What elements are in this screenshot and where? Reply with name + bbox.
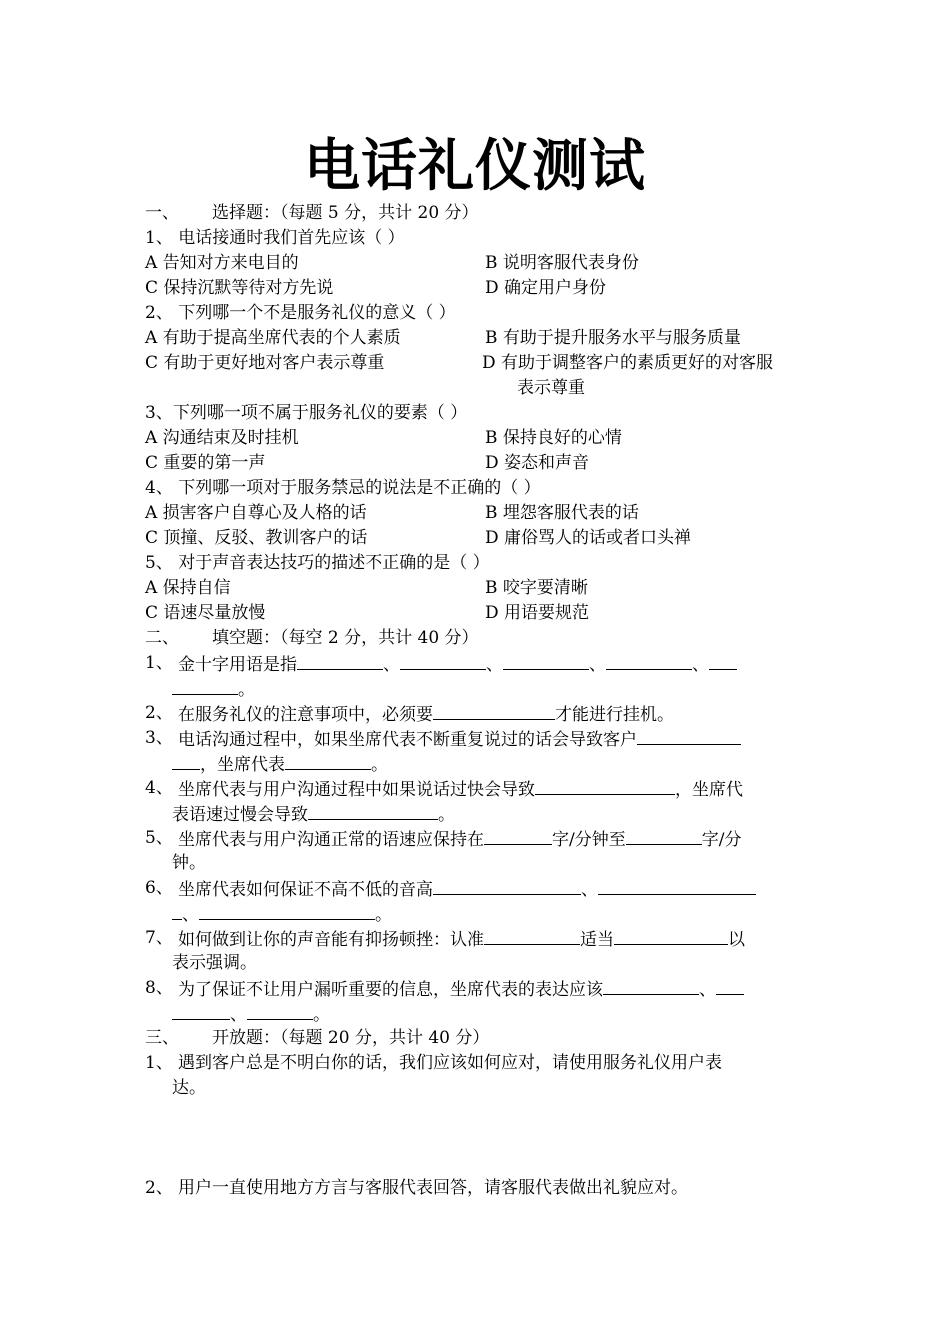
fill-3-text: 电话沟通过程中，如果坐席代表不断重复说过的话会导致客户 xyxy=(178,730,637,750)
fill-1-blank-1[interactable] xyxy=(297,651,383,670)
page-title: 电话礼仪测试 xyxy=(304,133,646,199)
open-1-text: 遇到客户总是不明白你的话，我们应该如何应对，请使用服务礼仪用户表 xyxy=(178,1053,722,1073)
fill-6-blank-1[interactable] xyxy=(433,876,581,895)
fill-6-blank-2[interactable] xyxy=(598,876,756,895)
fill-7-blank-2[interactable] xyxy=(614,926,728,945)
fill-6-text: 坐席代表如何保证不高不低的音高 xyxy=(178,880,433,900)
q3-option-d: D 姿态和声音 xyxy=(485,453,590,473)
fill-2-line xyxy=(178,701,674,727)
fill-1-sep-1: 、 xyxy=(383,655,400,675)
q2-stem: 2、 下列哪一个不是服务礼仪的意义（ ） xyxy=(145,303,456,323)
q2-option-c: C 有助于更好地对客户表示尊重 xyxy=(145,353,385,373)
fill-6-sep-2: 、 xyxy=(182,905,199,925)
section-2-number: 二、 xyxy=(145,628,179,648)
fill-7-cont: 表示强调。 xyxy=(172,953,257,973)
fill-8-text: 为了保证不让用户漏听重要的信息，坐席代表的表达应该 xyxy=(178,980,603,1000)
section-1-number: 一、 xyxy=(145,203,179,223)
fill-3-blank-1[interactable] xyxy=(637,726,741,745)
fill-5-tail: 字/分 xyxy=(701,830,742,850)
fill-1-blank-3[interactable] xyxy=(503,651,589,670)
fill-6-blank-3[interactable] xyxy=(199,901,375,920)
fill-8-cont xyxy=(172,1001,330,1027)
q2-option-d-cont: 表示尊重 xyxy=(517,378,585,398)
fill-6-number: 6、 xyxy=(145,878,173,898)
fill-5-line xyxy=(178,826,741,852)
fill-1-text: 金十字用语是指 xyxy=(178,655,297,675)
fill-6-cont xyxy=(172,901,392,927)
section-3-heading: 开放题：（每题 20 分，共计 40 分） xyxy=(212,1028,490,1048)
fill-8-line xyxy=(178,976,744,1002)
fill-1-number: 1、 xyxy=(145,653,173,673)
fill-3-blank-1-cont[interactable] xyxy=(172,751,200,770)
q4-option-a: A 损害客户自尊心及人格的话 xyxy=(145,503,367,523)
fill-6-line xyxy=(178,876,756,902)
q5-option-c: C 语速尽量放慢 xyxy=(145,603,266,623)
fill-8-blank-3[interactable] xyxy=(247,1001,313,1020)
fill-6-end: 。 xyxy=(375,905,392,925)
fill-7-line xyxy=(178,926,745,952)
fill-1-line xyxy=(178,651,737,677)
fill-1-blank-4[interactable] xyxy=(606,651,692,670)
open-1-number: 1、 xyxy=(145,1053,173,1073)
q3-option-c: C 重要的第一声 xyxy=(145,453,266,473)
open-2-number: 2、 xyxy=(145,1178,173,1198)
section-1-heading: 选择题：（每题 5 分，共计 20 分） xyxy=(212,203,479,223)
q5-option-b: B 咬字要清晰 xyxy=(485,578,588,598)
fill-4-text: 坐席代表与用户沟通过程中如果说话过快会导致 xyxy=(178,780,535,800)
fill-4-cont-text: 表语速过慢会导致 xyxy=(172,805,308,825)
fill-1-sep-4: 、 xyxy=(692,655,709,675)
section-2-heading: 填空题：（每空 2 分，共计 40 分） xyxy=(212,628,479,648)
q5-stem: 5、 对于声音表达技巧的描述不正确的是（ ） xyxy=(145,553,490,573)
fill-8-end: 。 xyxy=(313,1005,330,1025)
fill-8-blank-2[interactable] xyxy=(716,976,744,995)
q4-stem: 4、 下列哪一项对于服务禁忌的说法是不正确的（ ） xyxy=(145,478,541,498)
fill-4-blank-1[interactable] xyxy=(535,776,675,795)
fill-4-number: 4、 xyxy=(145,778,173,798)
q1-option-a: A 告知对方来电目的 xyxy=(145,253,299,273)
fill-1-blank-5[interactable] xyxy=(709,651,737,670)
fill-4-end: 。 xyxy=(438,805,455,825)
fill-5-blank-2[interactable] xyxy=(626,826,702,845)
fill-3-blank-2[interactable] xyxy=(285,751,371,770)
q2-option-b: B 有助于提升服务水平与服务质量 xyxy=(485,328,741,348)
fill-7-number: 7、 xyxy=(145,928,173,948)
fill-7-tail: 以 xyxy=(728,930,745,950)
q5-option-d: D 用语要规范 xyxy=(485,603,590,623)
fill-3-cont xyxy=(172,751,388,777)
fill-6-sep-1: 、 xyxy=(581,880,598,900)
fill-8-sep-2: 、 xyxy=(230,1005,247,1025)
fill-1-sep-2: 、 xyxy=(486,655,503,675)
q1-option-b: B 说明客服代表身份 xyxy=(485,253,639,273)
fill-3-number: 3、 xyxy=(145,728,173,748)
q1-option-d: D 确定用户身份 xyxy=(485,278,607,298)
q4-option-c: C 顶撞、反驳、教训客户的话 xyxy=(145,528,368,548)
fill-1-blank-2[interactable] xyxy=(400,651,486,670)
fill-5-text: 坐席代表与用户沟通正常的语速应保持在 xyxy=(178,830,484,850)
fill-7-text: 如何做到让你的声音能有抑扬顿挫：认准 xyxy=(178,930,484,950)
fill-5-number: 5、 xyxy=(145,828,173,848)
fill-5-blank-1[interactable] xyxy=(484,826,552,845)
open-1-cont: 达。 xyxy=(172,1078,206,1098)
q5-option-a: A 保持自信 xyxy=(145,578,231,598)
q4-option-d: D 庸俗骂人的话或者口头禅 xyxy=(485,528,692,548)
fill-2-number: 2、 xyxy=(145,703,173,723)
q2-option-a: A 有助于提高坐席代表的个人素质 xyxy=(145,328,401,348)
q1-stem: 1、 电话接通时我们首先应该（ ） xyxy=(145,228,405,248)
fill-4-cont xyxy=(172,801,455,827)
fill-6-blank-2-cont[interactable] xyxy=(172,901,182,920)
q3-option-b: B 保持良好的心情 xyxy=(485,428,622,448)
q2-option-d: D 有助于调整客户的素质更好的对客服 xyxy=(482,353,774,373)
fill-2-blank[interactable] xyxy=(433,701,555,720)
fill-8-blank-1[interactable] xyxy=(603,976,699,995)
fill-8-sep-1: 、 xyxy=(699,980,716,1000)
fill-3-line xyxy=(178,726,741,752)
fill-4-line xyxy=(178,776,743,802)
fill-1-end: 。 xyxy=(238,680,255,700)
fill-7-blank-1[interactable] xyxy=(484,926,580,945)
q4-option-b: B 埋怨客服代表的话 xyxy=(485,503,639,523)
q3-option-a: A 沟通结束及时挂机 xyxy=(145,428,299,448)
section-3-number: 三、 xyxy=(145,1028,179,1048)
fill-3-end: 。 xyxy=(371,755,388,775)
fill-4-blank-2[interactable] xyxy=(308,801,438,820)
fill-4-mid: ，坐席代 xyxy=(675,780,743,800)
q1-option-c: C 保持沉默等待对方先说 xyxy=(145,278,334,298)
fill-5-mid: 字/分钟至 xyxy=(552,830,626,850)
fill-8-number: 8、 xyxy=(145,978,173,998)
open-2-text: 用户一直使用地方方言与客服代表回答，请客服代表做出礼貌应对。 xyxy=(178,1178,688,1198)
fill-8-blank-2-cont[interactable] xyxy=(172,1001,230,1020)
fill-1-sep-3: 、 xyxy=(589,655,606,675)
fill-3-mid: ，坐席代表 xyxy=(200,755,285,775)
fill-2-text: 在服务礼仪的注意事项中，必须要 xyxy=(178,705,433,725)
q3-stem: 3、下列哪一项不属于服务礼仪的要素（ ） xyxy=(145,403,468,423)
fill-1-blank-5-cont[interactable] xyxy=(172,676,238,695)
fill-5-cont: 钟。 xyxy=(172,853,206,873)
fill-1-cont xyxy=(172,676,255,702)
fill-7-mid: 适当 xyxy=(580,930,614,950)
fill-2-tail: 才能进行挂机。 xyxy=(555,705,674,725)
